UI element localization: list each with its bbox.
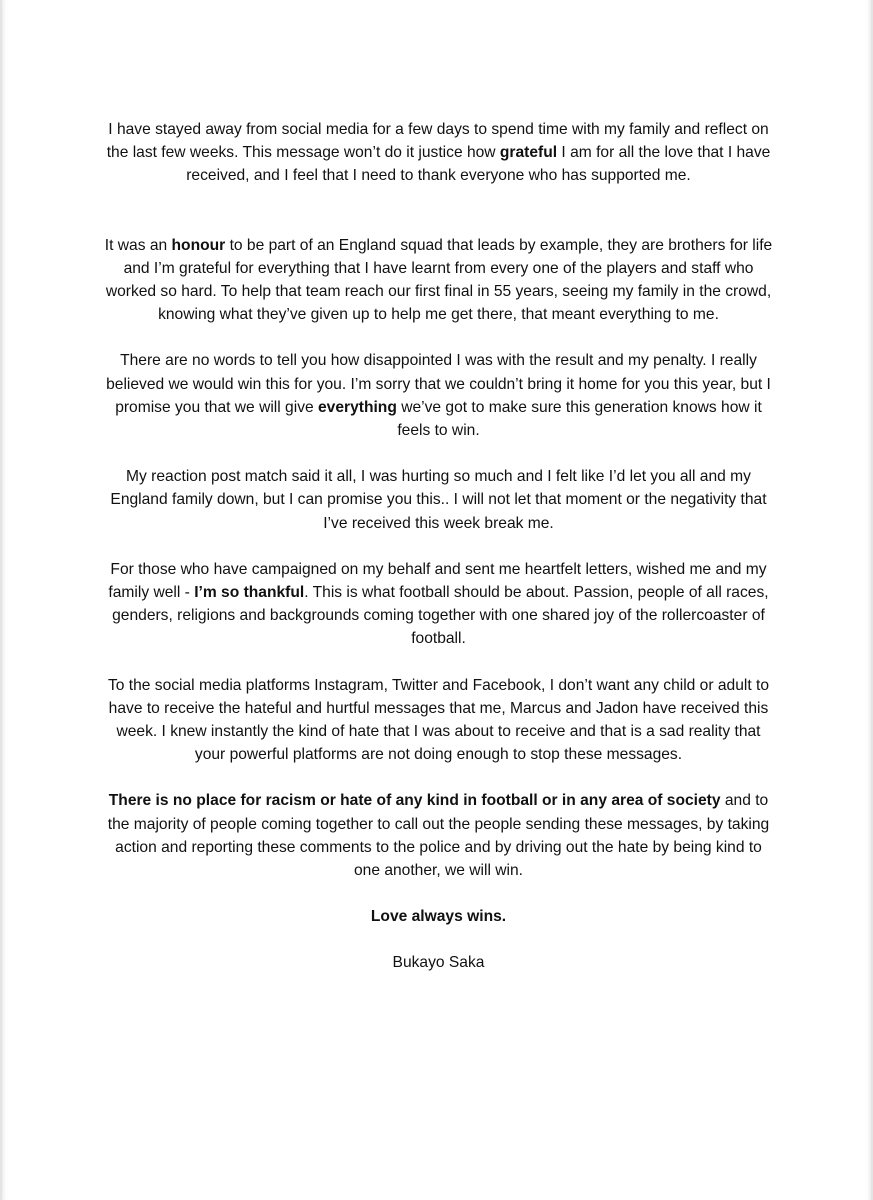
emphasis-text: I’m so thankful: [194, 584, 305, 602]
paragraph-thanks: [102, 558, 775, 651]
emphasis-text: everything: [318, 398, 397, 416]
paragraph-text: we’ve got to make sure this generation knows how it feels to win.: [396, 398, 762, 440]
paragraph-text: . This is what football should be about. Passion, people of all races, genders, religions and backgrounds coming together with one shared joy of the rollercoaster of football.: [112, 584, 769, 648]
paragraph-gratitude: [102, 118, 775, 188]
signature: Bukayo Saka: [392, 954, 485, 972]
emphasis-text: grateful: [499, 144, 558, 162]
paragraph-text: and to the majority of people coming together to call out the people sending these messages, by taking action and reporting these comments to the police and by driving out the hate by being kind to one another, we will win.: [107, 792, 770, 880]
letter-body: [102, 118, 775, 998]
paragraph-text: to be part of an England squad that leads by example, they are brothers for life and I’m grateful for everything that I have learnt from every one of the players and staff who worked so hard. To help that team reach our first final in 55 years, seeing my family in the crowd, knowing what they’ve given up to help me get there, that meant everything to me.: [105, 236, 773, 324]
paragraph-penalty: [102, 349, 775, 442]
paragraph-text: There are no words to tell you how disappointed I was with the result and my penalty. I really believed we would win this for you. I’m sorry that we couldn’t bring it home for you this year, but I promise you that we will give: [106, 352, 771, 416]
paragraph-england-squad: [102, 234, 775, 327]
paragraph-text: I have stayed away from social media for a few days to spend time with my family and reflect on the last few weeks. This message won’t do it justice how: [106, 121, 769, 162]
paragraph-text: It was an: [104, 236, 172, 254]
paragraph-text: For those who have campaigned on my behalf and sent me heartfelt letters, wished me and my family well -: [108, 560, 767, 602]
emphasis-text: honour: [171, 236, 226, 254]
paragraph-racism: [102, 789, 775, 882]
paragraph-social-media: To the social media platforms Instagram, Twitter and Facebook, I don’t want any child or adult to have to receive the hateful and hurtful messages that me, Marcus and Jadon have received this week. I knew instantly the kind of hate that I was about to receive and that is a sad reality that your powerful platforms are not doing enough to stop these messages.: [107, 676, 770, 764]
closing-line: [102, 905, 775, 928]
paragraph-reaction: My reaction post match said it all, I was hurting so much and I felt like I’d let you all and my England family down, but I can promise you this.. I will not let that moment or the negativity that I’ve received this week break me.: [110, 468, 767, 532]
emphasis-text: There is no place for racism or hate of any kind in football or in any area of society: [108, 792, 721, 810]
closing-text: Love always wins.: [370, 908, 507, 926]
paragraph-text: I am for all the love that I have received, and I feel that I need to thank everyone who has supported me.: [186, 144, 771, 185]
